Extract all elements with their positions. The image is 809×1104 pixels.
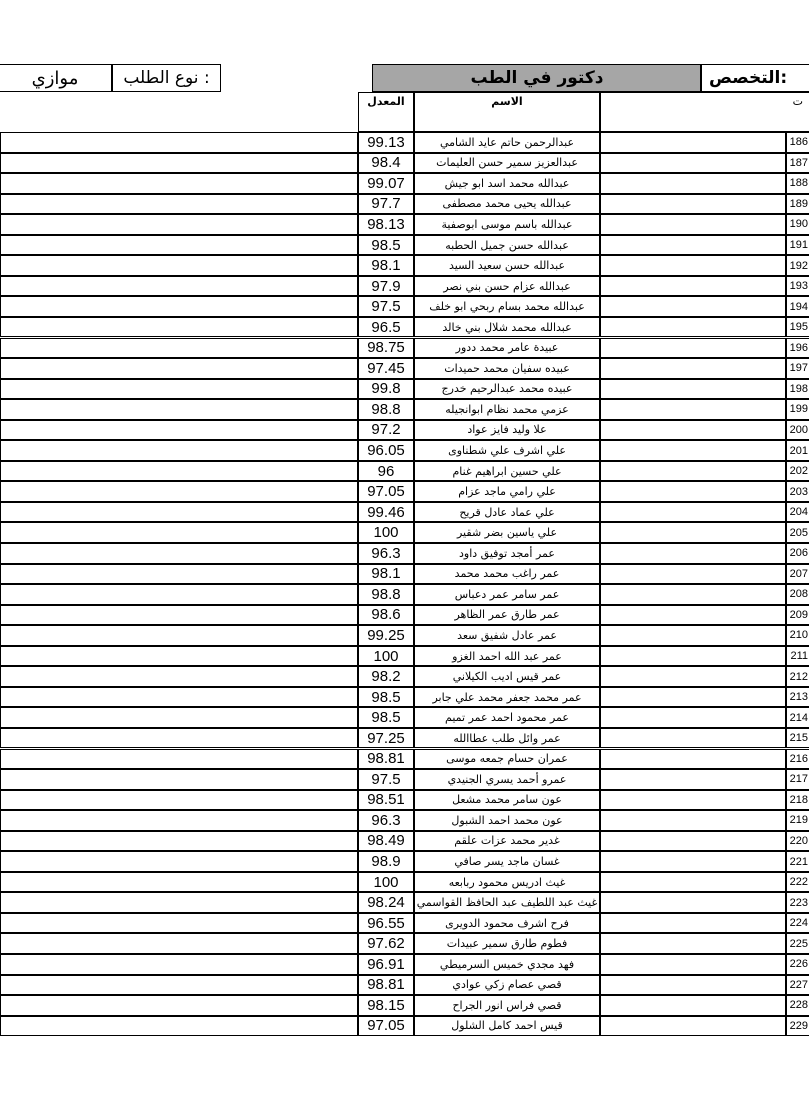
row-number: 219 [786,810,809,831]
row-blank-cell [0,255,358,276]
row-average: 100 [358,646,414,667]
table-row [0,173,809,194]
row-average: 97.5 [358,769,414,790]
row-gap-cell [600,933,786,954]
table-row [0,769,809,790]
table-row [0,975,809,996]
row-name: قصي عصام زكي عوادي [414,975,600,996]
row-name: عمر سامر عمر دعباس [414,584,600,605]
row-number: 192 [786,255,809,276]
table-row [0,933,809,954]
row-average: 96.3 [358,810,414,831]
row-blank-cell [0,481,358,502]
row-average: 97.62 [358,933,414,954]
row-gap-cell [600,666,786,687]
row-average: 99.8 [358,379,414,400]
row-name: عمر راغب محمد محمد [414,564,600,585]
table-row [0,194,809,215]
row-number: 200 [786,420,809,441]
specialization-label: التخصص: [700,64,809,92]
row-gap-cell [600,810,786,831]
row-gap-cell [600,481,786,502]
row-number: 196 [786,338,809,359]
row-average: 98.5 [358,707,414,728]
row-gap-cell [600,913,786,934]
row-average: 96.91 [358,954,414,975]
table-row [0,810,809,831]
row-number: 214 [786,707,809,728]
row-number: 222 [786,872,809,893]
row-number: 221 [786,851,809,872]
row-blank-cell [0,892,358,913]
table-row [0,502,809,523]
row-blank-cell [0,666,358,687]
table-row [0,317,809,338]
row-gap-cell [600,358,786,379]
row-average: 98.9 [358,851,414,872]
row-blank-cell [0,173,358,194]
row-blank-cell [0,194,358,215]
row-gap-cell [600,522,786,543]
row-number: 225 [786,933,809,954]
row-blank-cell [0,214,358,235]
row-blank-cell [0,769,358,790]
table-row [0,687,809,708]
row-number: 203 [786,481,809,502]
row-gap-cell [600,625,786,646]
table-row [0,995,809,1016]
row-blank-cell [0,872,358,893]
row-average: 98.8 [358,399,414,420]
row-number: 199 [786,399,809,420]
table-row [0,749,809,770]
row-name: عمر عبد الله احمد الغزو [414,646,600,667]
row-blank-cell [0,584,358,605]
row-name: فرح اشرف محمود الدويرى [414,913,600,934]
row-blank-cell [0,625,358,646]
row-blank-cell [0,338,358,359]
row-blank-cell [0,707,358,728]
row-name: عمر محمود احمد عمر تميم [414,707,600,728]
row-blank-cell [0,132,358,153]
row-blank-cell [0,913,358,934]
row-blank-cell [0,358,358,379]
row-name: غيث ادريس محمود ربابعه [414,872,600,893]
table-row [0,913,809,934]
row-blank-cell [0,687,358,708]
table-row [0,954,809,975]
row-number: 197 [786,358,809,379]
row-average: 100 [358,872,414,893]
row-gap-cell [600,255,786,276]
table-row [0,790,809,811]
row-number: 229 [786,1016,809,1037]
row-name: عمر أمجد توفيق داود [414,543,600,564]
row-gap-cell [600,605,786,626]
row-gap-cell [600,707,786,728]
row-name: عمر وائل طلب عطاالله [414,728,600,749]
row-number: 189 [786,194,809,215]
row-number: 187 [786,153,809,174]
row-gap-cell [600,502,786,523]
row-gap-cell [600,995,786,1016]
row-average: 98.81 [358,975,414,996]
row-name: غدير محمد عزات علقم [414,831,600,852]
row-blank-cell [0,790,358,811]
table-row [0,584,809,605]
row-gap-cell [600,975,786,996]
row-number: 202 [786,461,809,482]
row-average: 97.45 [358,358,414,379]
row-number: 193 [786,276,809,297]
row-average: 99.07 [358,173,414,194]
row-number: 220 [786,831,809,852]
row-blank-cell [0,831,358,852]
row-average: 97.7 [358,194,414,215]
row-average: 98.5 [358,235,414,256]
row-blank-cell [0,749,358,770]
row-name: علي ياسين بضر شقير [414,522,600,543]
row-average: 98.13 [358,214,414,235]
row-gap-cell [600,769,786,790]
row-name: علي عماد عادل قريح [414,502,600,523]
row-blank-cell [0,933,358,954]
row-average: 98.2 [358,666,414,687]
specialization-value: دكتور في الطب [372,64,702,92]
row-gap-cell [600,831,786,852]
row-blank-cell [0,564,358,585]
column-header-average: المعدل [358,92,414,132]
table-row [0,358,809,379]
table-row [0,564,809,585]
row-gap-cell [600,399,786,420]
table-row [0,851,809,872]
row-average: 98.49 [358,831,414,852]
row-name: عبدالعزيز سمير حسن العليمات [414,153,600,174]
row-blank-cell [0,461,358,482]
row-blank-cell [0,153,358,174]
row-average: 96.5 [358,317,414,338]
table-row [0,255,809,276]
row-average: 99.25 [358,625,414,646]
row-number: 216 [786,749,809,770]
row-gap-cell [600,153,786,174]
row-name: عبيده سفيان محمد حميدات [414,358,600,379]
table-row [0,420,809,441]
row-average: 98.75 [358,338,414,359]
row-blank-cell [0,728,358,749]
row-gap-cell [600,728,786,749]
row-number: 208 [786,584,809,605]
row-name: عبدالرحمن حاتم عايد الشامي [414,132,600,153]
row-name: عبدالله يحيى محمد مصطفى [414,194,600,215]
table-row [0,338,809,359]
table-row [0,461,809,482]
row-name: عمران حسام جمعه موسى [414,749,600,770]
row-number: 215 [786,728,809,749]
table-row [0,235,809,256]
row-average: 96.05 [358,440,414,461]
table-row [0,543,809,564]
row-gap-cell [600,543,786,564]
table-row [0,605,809,626]
table-row [0,728,809,749]
row-blank-cell [0,954,358,975]
row-blank-cell [0,317,358,338]
row-number: 188 [786,173,809,194]
row-blank-cell [0,235,358,256]
row-name: عمر محمد جعفر محمد علي جابر [414,687,600,708]
row-name: عزمي محمد نظام ابوانجيله [414,399,600,420]
table-row [0,481,809,502]
row-name: عبدالله حسن سعيد السيد [414,255,600,276]
row-blank-cell [0,605,358,626]
row-number: 210 [786,625,809,646]
row-name: عمرو أحمد يسري الجنيدي [414,769,600,790]
row-average: 97.05 [358,1016,414,1037]
row-gap-cell [600,214,786,235]
row-gap-cell [600,338,786,359]
row-gap-cell [600,564,786,585]
table-row [0,153,809,174]
table-row [0,296,809,317]
row-gap-cell [600,646,786,667]
row-blank-cell [0,851,358,872]
row-average: 99.13 [358,132,414,153]
column-header-name: الاسم [414,92,600,132]
row-number: 198 [786,379,809,400]
row-average: 98.51 [358,790,414,811]
row-average: 100 [358,522,414,543]
table-row [0,379,809,400]
row-blank-cell [0,379,358,400]
row-number: 191 [786,235,809,256]
row-blank-cell [0,646,358,667]
row-average: 98.4 [358,153,414,174]
row-average: 97.9 [358,276,414,297]
row-average: 96.55 [358,913,414,934]
row-gap-cell [600,954,786,975]
row-number: 223 [786,892,809,913]
row-average: 98.15 [358,995,414,1016]
row-name: عون محمد احمد الشبول [414,810,600,831]
row-gap-cell [600,790,786,811]
row-gap-cell [600,420,786,441]
row-name: عبيده محمد عبدالرحيم خدرج [414,379,600,400]
row-name: عبدالله باسم موسى ابوصفية [414,214,600,235]
table-row [0,214,809,235]
row-gap-cell [600,687,786,708]
row-name: فطوم طارق سمير عبيدات [414,933,600,954]
row-gap-cell [600,749,786,770]
row-gap-cell [600,379,786,400]
row-gap-cell [600,851,786,872]
row-number: 209 [786,605,809,626]
row-number: 217 [786,769,809,790]
row-gap-cell [600,276,786,297]
row-name: عمر قيس اديب الكيلاني [414,666,600,687]
row-blank-cell [0,810,358,831]
table-row [0,646,809,667]
row-name: عمر طارق عمر الظاهر [414,605,600,626]
row-number: 194 [786,296,809,317]
table-row [0,666,809,687]
row-name: فهد مجدي خميس السرميطي [414,954,600,975]
table-row [0,522,809,543]
row-number: 201 [786,440,809,461]
row-average: 99.46 [358,502,414,523]
table-row [0,707,809,728]
row-average: 98.8 [358,584,414,605]
row-name: غيث عبد اللطيف عبد الحافظ القواسمي [414,892,600,913]
table-row [0,831,809,852]
row-name: عون سامر محمد مشعل [414,790,600,811]
row-blank-cell [0,296,358,317]
table-row [0,399,809,420]
row-name: عبدالله محمد بسام ربحي ابو خلف [414,296,600,317]
row-name: عبدالله عزام حسن بني نصر [414,276,600,297]
row-blank-cell [0,276,358,297]
row-name: عبدالله محمد اسد ابو جيش [414,173,600,194]
row-average: 98.1 [358,255,414,276]
row-number: 211 [786,646,809,667]
row-number: 205 [786,522,809,543]
row-number: 212 [786,666,809,687]
row-blank-cell [0,995,358,1016]
row-blank-cell [0,522,358,543]
row-name: علي رامي ماجد عزام [414,481,600,502]
table-row [0,440,809,461]
row-number: 228 [786,995,809,1016]
row-average: 98.1 [358,564,414,585]
row-gap-cell [600,235,786,256]
row-number: 218 [786,790,809,811]
row-blank-cell [0,502,358,523]
row-number: 226 [786,954,809,975]
row-number: 186 [786,132,809,153]
row-blank-cell [0,420,358,441]
row-number: 195 [786,317,809,338]
row-number: 213 [786,687,809,708]
row-average: 97.2 [358,420,414,441]
row-name: علا وليد فايز عواد [414,420,600,441]
row-average: 96 [358,461,414,482]
request-type-label: نوع الطلب : [112,64,221,92]
row-name: قيس احمد كامل الشلول [414,1016,600,1037]
row-name: علي حسين ابراهيم غنام [414,461,600,482]
row-gap-cell [600,194,786,215]
row-average: 97.5 [358,296,414,317]
row-gap-cell [600,584,786,605]
row-blank-cell [0,543,358,564]
row-name: علي اشرف علي شطناوى [414,440,600,461]
row-average: 98.81 [358,749,414,770]
row-gap-cell [600,1016,786,1037]
row-gap-cell [600,872,786,893]
table-row [0,132,809,153]
row-gap-cell [600,440,786,461]
row-name: غسان ماجد يسر صافي [414,851,600,872]
row-blank-cell [0,975,358,996]
row-name: عبدالله حسن جميل الحطبه [414,235,600,256]
table-row [0,892,809,913]
table-row [0,276,809,297]
row-average: 96.3 [358,543,414,564]
row-blank-cell [0,440,358,461]
request-type-value: موازي [0,64,112,92]
row-number: 227 [786,975,809,996]
row-name: عبيدة عامر محمد ددور [414,338,600,359]
row-number: 224 [786,913,809,934]
row-number: 206 [786,543,809,564]
row-number: 204 [786,502,809,523]
row-blank-cell [0,399,358,420]
table-row [0,625,809,646]
row-gap-cell [600,173,786,194]
row-gap-cell [600,461,786,482]
column-header-seq: ت [600,92,809,132]
row-gap-cell [600,296,786,317]
row-blank-cell [0,1016,358,1037]
row-number: 207 [786,564,809,585]
row-gap-cell [600,317,786,338]
row-average: 98.6 [358,605,414,626]
row-gap-cell [600,892,786,913]
table-row [0,872,809,893]
row-average: 98.5 [358,687,414,708]
row-name: عبدالله محمد شلال بني خالد [414,317,600,338]
row-average: 97.05 [358,481,414,502]
row-name: قصي فراس انور الجراح [414,995,600,1016]
table-row [0,1016,809,1037]
row-average: 97.25 [358,728,414,749]
row-name: عمر عادل شفيق سعد [414,625,600,646]
row-average: 98.24 [358,892,414,913]
row-number: 190 [786,214,809,235]
row-gap-cell [600,132,786,153]
